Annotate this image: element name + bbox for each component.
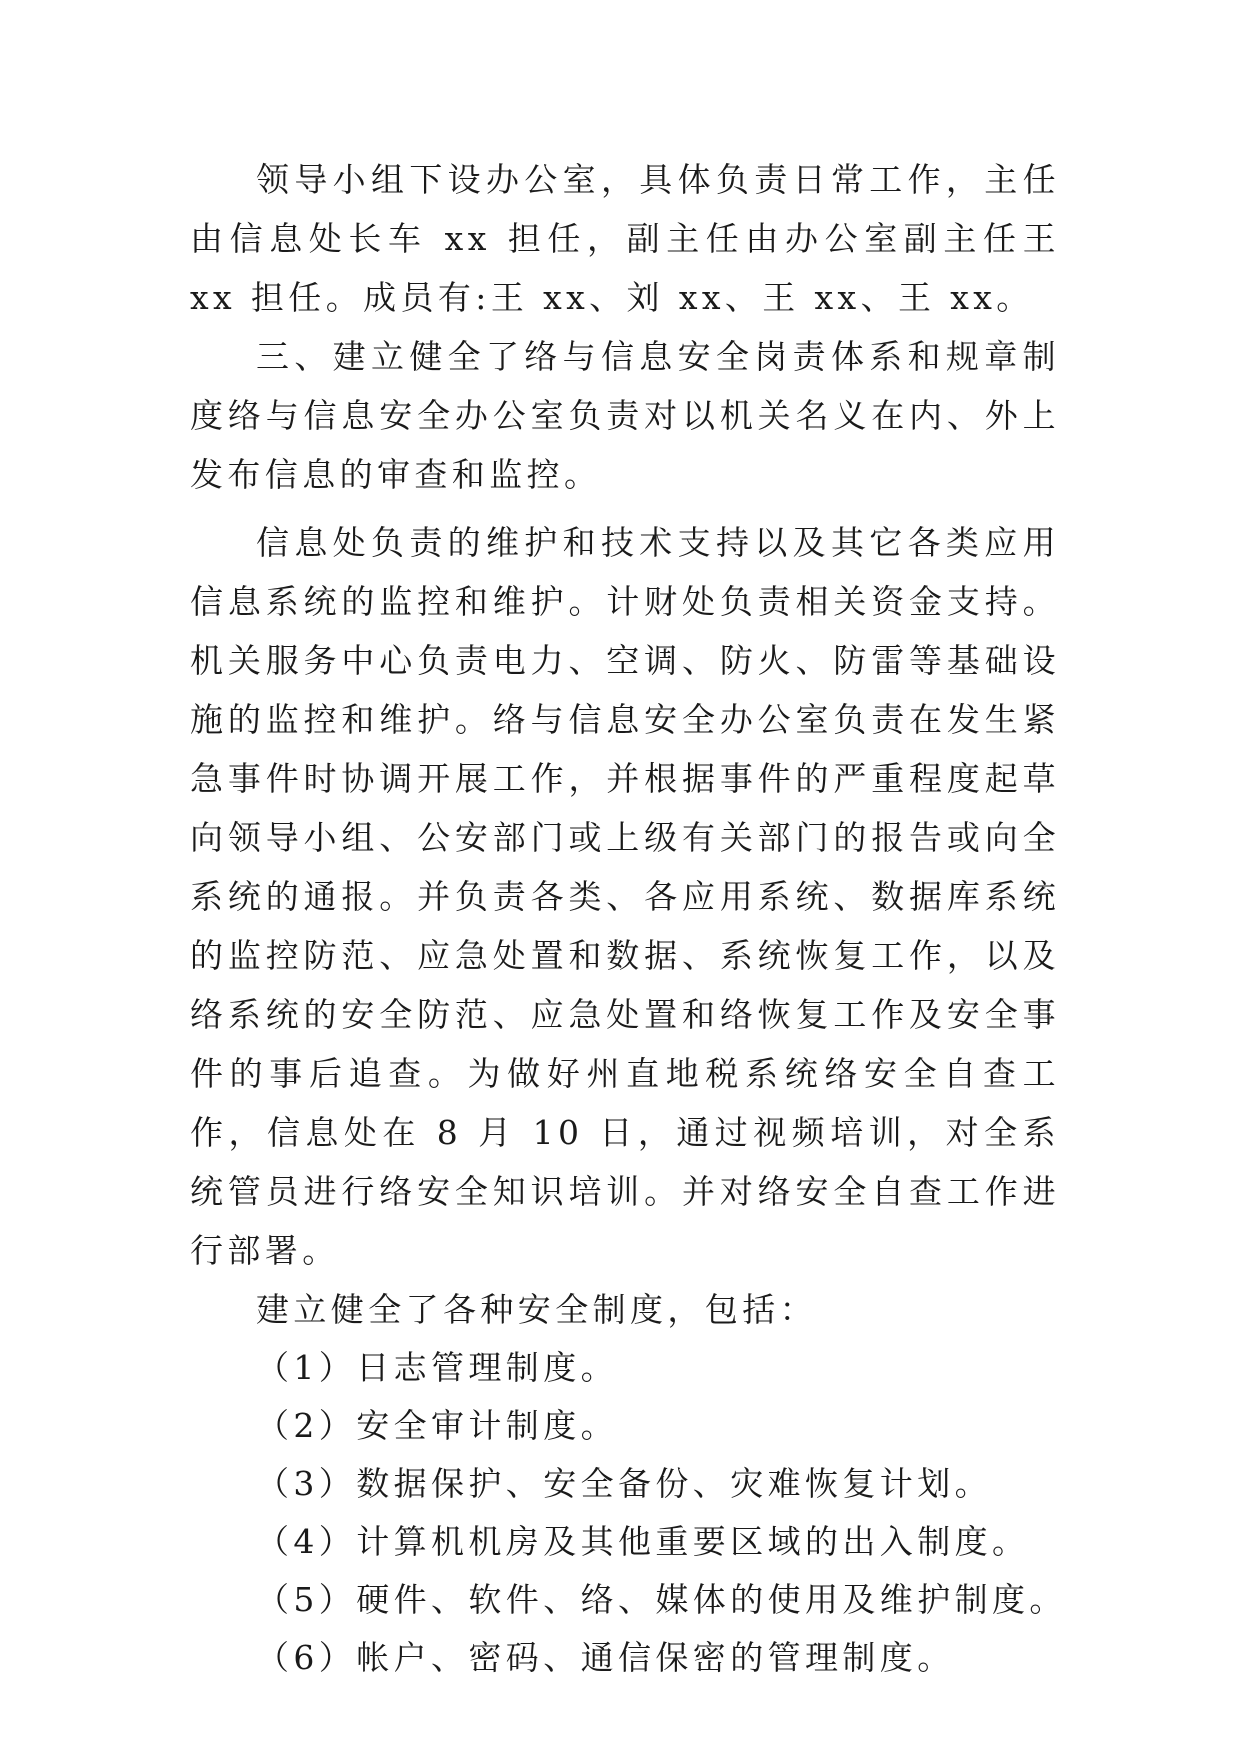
list-item: （6）帐户、密码、通信保密的管理制度。 bbox=[256, 1638, 955, 1677]
list-item: （2）安全审计制度。 bbox=[256, 1406, 618, 1445]
security-rules-list bbox=[190, 1339, 1067, 1687]
document-body bbox=[190, 150, 1067, 1687]
list-item: （4）计算机机房及其他重要区域的出入制度。 bbox=[256, 1522, 1030, 1561]
list-item: （3）数据保护、安全备份、灾难恢复计划。 bbox=[256, 1464, 992, 1503]
list-item: （5）硬件、软件、络、媒体的使用及维护制度。 bbox=[256, 1580, 1067, 1619]
paragraph-responsibility-system: 三、建立健全了络与信息安全岗责体系和规章制度络与信息安全办公室负责对以机关名义在内、外上发布信息的审查和监控。 bbox=[190, 337, 1060, 494]
paragraph-office-setup: 领导小组下设办公室，具体负责日常工作，主任由信息处长车 xx 担任，副主任由办公室副主任王 xx 担任。成员有:王 xx、刘 xx、王 xx、王 xx。 bbox=[190, 160, 1060, 317]
paragraph-security-rules-intro: 建立健全了各种安全制度，包括： bbox=[256, 1290, 817, 1329]
list-item: （1）日志管理制度。 bbox=[256, 1348, 618, 1387]
paragraph-department-duties: 信息处负责的维护和技术支持以及其它各类应用信息系统的监控和维护。计财处负责相关资金支持。机关服务中心负责电力、空调、防火、防雷等基础设施的监控和维护。络与信息安全办公室负责在发生紧急事件时协调开展工作，并根据事件的严重程度起草向领导小组、公安部门或上级有关部门的报告或向全系统的通报。并负责各类、各应用系统、数据库系统的监控防范、应急处置和数据、系统恢复工作，以及络系统的安全防范、应急处置和络恢复工作及安全事件的事后追查。为做好州直地税系统络安全自查工作，信息处在 8 月 10 日，通过视频培训，对全系统管员进行络安全知识培训。并对络安全自查工作进行部署。 bbox=[190, 523, 1060, 1270]
